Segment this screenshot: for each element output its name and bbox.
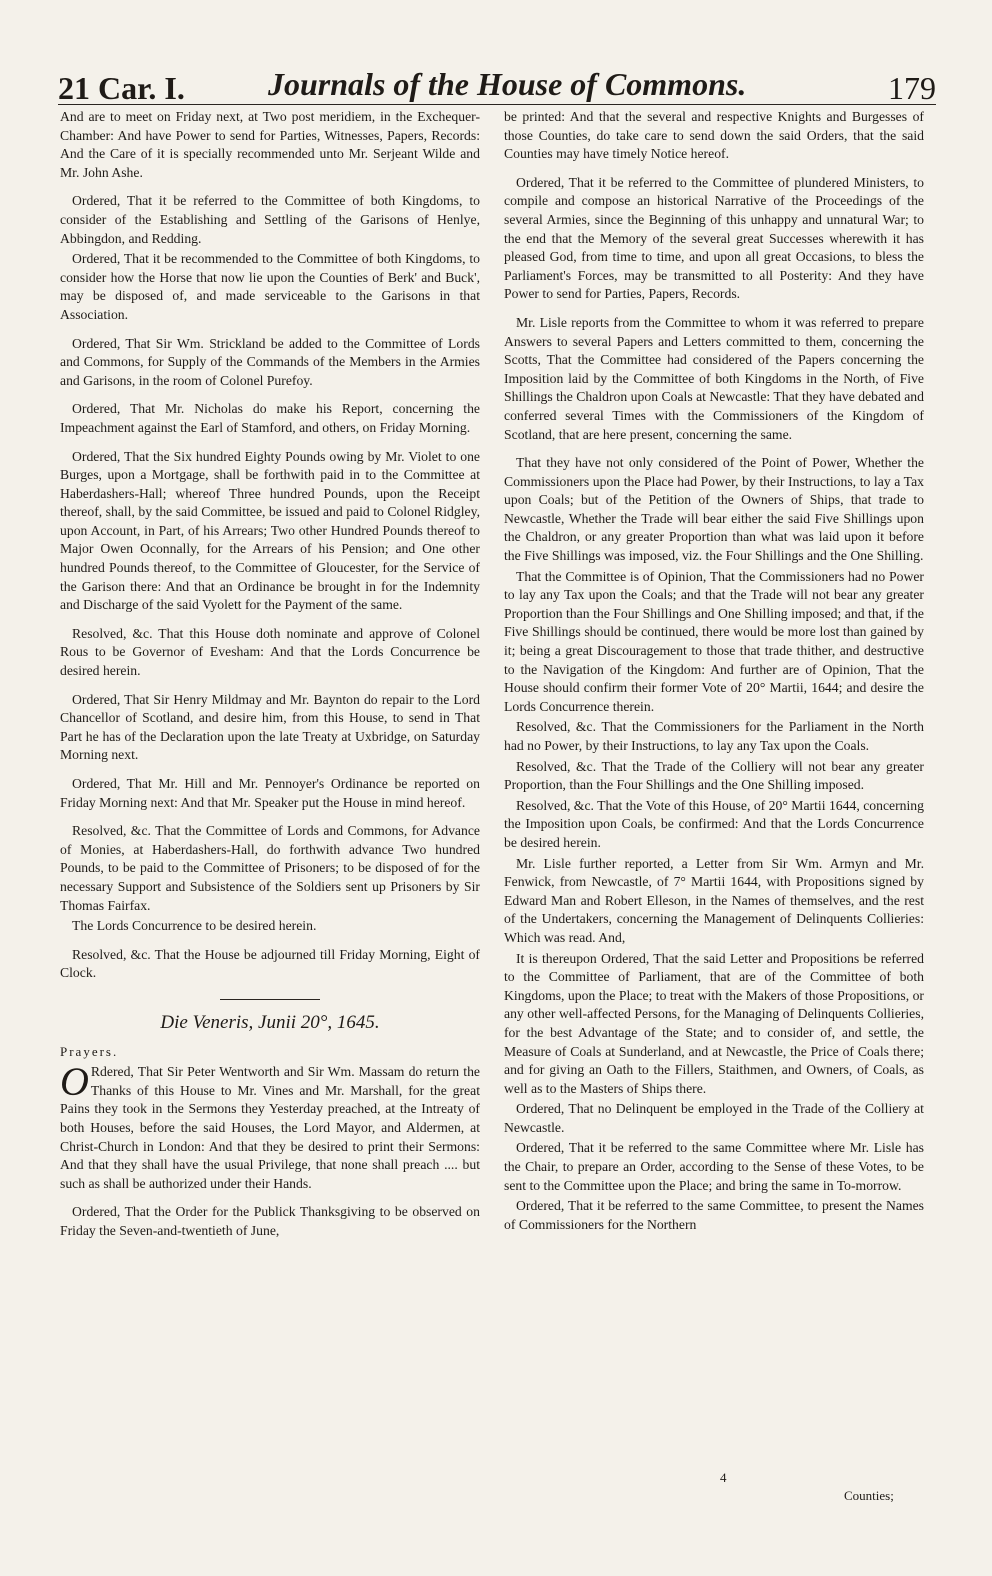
catchword: Counties; <box>844 1488 894 1503</box>
paragraph: Ordered, That it be referred to the Committee of plundered Ministers, to compile and compose an historical Narrative of the Proceedings of the several Armies, since the Beginning of this unhappy and unnatural War; to the end that the Memory of the several great Successes wherewith it has pleased God, from time to time, and upon all great Occasions, to bless the Parliament's Forces, may be transmitted to all Posterity: And they have Power to send for Parties, Papers, Records. <box>504 174 924 302</box>
paragraph: Resolved, &c. That the Commissioners for the Parliament in the North had no Power, by their Instructions, to lay any Tax upon the Coals. <box>504 719 924 753</box>
paragraph: Resolved, &c. That the House be adjourned till Friday Morning, Eight of Clock. <box>60 946 480 981</box>
regnal-year: 21 Car. I. <box>58 70 185 106</box>
paragraph: Resolved, &c. That this House doth nominate and approve of Colonel Rous to be Governor of Evesham: And that the Lords Concurrence be desired herein. <box>60 625 480 679</box>
paragraph: Ordered, That Sir Henry Mildmay and Mr. Baynton do repair to the Lord Chancellor of Scotland, and desire him, from this House, to send in That Part he has of the Declaration upon the late Treaty at Uxbridge, on Saturday Morning next. <box>60 691 480 763</box>
paragraph: Ordered, That it be recommended to the Committee of both Kingdoms, to consider how the Horse that now lie upon the Counties of Berk' and Buck', may be disposed of, and made serviceable to the Garisons in that Association. <box>60 251 480 322</box>
page-number: 179 <box>888 70 936 106</box>
paragraph: Ordered, That Mr. Hill and Mr. Pennoyer's Ordinance be reported on Friday Morning next: And that Mr. Speaker put the House in mind hereof. <box>60 776 480 810</box>
paragraph: That they have not only considered of the Point of Power, Whether the Commissioners upon the Place had Power, by their Instructions, to lay a Tax upon Coals; but of the Petition of the Owners of Ships, that trade to Newcastle, Whether the Trade will bear either the said Five Shillings upon the Chaldron, or any greater Proportion than what was laid upon it before the Five Shillings was imposed, viz. the Four Shillings and the One Shilling. <box>504 455 924 564</box>
paragraph: Resolved, &c. That the Committee of Lords and Commons, for Advance of Monies, at Haberdashers-Hall, do forthwith advance Two hundred Pounds, to be paid to the Committee of Prisoners; to be disposed of for the necessary Support and Subsistence of the Soldiers sent up Prisoners by Sir Thomas Fairfax. <box>60 823 480 913</box>
paragraph: It is thereupon Ordered, That the said Letter and Propositions be referred to the Committee of Parliament, that are of the Committee of both Kingdoms, upon the Place; to treat with the Makers of those Propositions, or any other well-affected Persons, for the Managing of Delinquents Collieries, for the best Advantage of the State; and to consider of, and settle, the Measure of Coals at Sunderland, and at Newcastle, the Price of Coals there; and for giving an Oath to the Fillers, Staithmen, and Owners, of Coals, as well as to the Masters of Ships there. <box>504 950 924 1096</box>
first-paragraph <box>60 1059 480 1193</box>
paragraph: be printed: And that the several and respective Knights and Burgesses of those Counties, do take care to send down the said Orders, that the said Counties may have timely Notice hereof. <box>504 109 924 162</box>
right-column <box>504 108 924 1236</box>
paragraph: That the Committee is of Opinion, That the Commissioners had no Power to lay any Tax upon the Coals; and that the Trade will not bear any greater Proportion than the Four Shillings and One Shilling imposed; and that, if the Five Shillings should be continued, there would be more lost than gained by it; being a great Discouragement to those that trade thither, and destructive to the Navigation of the Kingdom: And further are of Opinion, That the House should confirm their former Vote of 20° Martii, 1644; and desire the Lords Concurrence therein. <box>504 568 924 714</box>
paragraph: The Lords Concurrence to be desired herein. <box>72 918 317 934</box>
section-divider <box>220 999 320 1000</box>
paragraph: And are to meet on Friday next, at Two post meridiem, in the Exchequer-Chamber: And have Power to send for Parties, Witnesses, Papers, Records: And the Care of it is specially recommended unto Mr. Serjeant Wilde and Mr. John Ashe. <box>60 109 480 180</box>
drop-cap: O <box>60 1059 89 1105</box>
page-header <box>58 64 936 104</box>
paragraph: Ordered, That it be referred to the Committee of both Kingdoms, to consider of the Establishing and Settling of the Garisons of Henlye, Abbingdon, and Redding. <box>60 193 480 246</box>
paragraph: Ordered, That it be referred to the same Committee where Mr. Lisle has the Chair, to prepare an Order, according to the Sense of these Votes, to be sent to the Committee upon the Place; and bring the same in To-morrow. <box>504 1140 924 1193</box>
first-paragraph-text: Rdered, That Sir Peter Wentworth and Sir Wm. Massam do return the Thanks of this House to Mr. Vines and Mr. Marshall, for the great Pains they took in the Sermons they Yesterday preached, at the Intreaty of both Houses, before the said Houses, the Lord Mayor, and Aldermen, at Christ-Church in London: And that they be desired to print their Sermons: And that they shall have the usual Privilege, that none shall preach .... but such as shall be authorized under their Hands. <box>60 1064 480 1191</box>
paragraph: Resolved, &c. That the Vote of this House, of 20° Martii 1644, concerning the Imposition upon Coals, be confirmed: And that the Lords Concurrence be desired herein. <box>504 797 924 850</box>
paragraph: Resolved, &c. That the Trade of the Colliery will not bear any greater Proportion, than the Four Shillings and the One Shilling imposed. <box>504 758 924 793</box>
running-title: Journals of the House of Commons. <box>268 66 747 102</box>
paragraph: Ordered, That the Six hundred Eighty Pounds owing by Mr. Violet to one Burges, upon a Mortgage, shall be forthwith paid in to the Committee at Haberdashers-Hall; whereof Three hundred Pounds, upon the Receipt thereof, shall, by the said Committee, be issued and paid to Colonel Ridgley, upon Account, in Part, of his Arrears; Two other Hundred Pounds thereof to Major Owen Oconnally, for the Arrears of his Pension; and One other hundred Pounds thereof, to the Committee of Gloucester, for the Service of the Garison there: And that an Ordinance be brought in for the Indemnity and Discharge of the said Vyolett for the Payment of the same. <box>60 448 480 613</box>
paragraph: Mr. Lisle reports from the Committee to whom it was referred to prepare Answers to several Papers and Letters committed to them, concerning the Scotts, That the Committee had considered of the Papers concerning the Imposition laid by the Committee of both Kingdoms in the North, of Five Shillings the Chaldron upon Coals at Newcastle: That they have debated and conferred several Times with the Commissioners of the Kingdom of Scotland, that are here present, concerning the same. <box>504 314 924 442</box>
paragraph: Mr. Lisle further reported, a Letter from Sir Wm. Armyn and Mr. Fenwick, from Newcastle, of 7° Martii 1644, with Propositions signed by Edward Man and Robert Elleson, in the Names of themselves, and the rest of the Undertakers, concerning the Management of Delinquents Collieries: Which was read. And, <box>504 855 924 945</box>
header-rule <box>58 104 936 105</box>
prayers-label: Prayers. <box>60 1043 119 1059</box>
signature-mark: 4 <box>720 1470 727 1485</box>
paragraph: Ordered, That Sir Wm. Strickland be added to the Committee of Lords and Commons, for Supply of the Commands of the Members in the Armies and Garisons, in the room of Colonel Purefoy. <box>60 335 480 388</box>
paragraph: Ordered, That Mr. Nicholas do make his Report, concerning the Impeachment against the Earl of Stamford, and others, on Friday Morning. <box>60 401 480 435</box>
paragraph: Ordered, That the Order for the Publick Thanksgiving to be observed on Friday the Seven-and-twentieth of June, <box>60 1204 480 1238</box>
paragraph: Ordered, That it be referred to the same Committee, to present the Names of Commissioners for the Northern <box>504 1198 924 1232</box>
left-column <box>60 108 480 1250</box>
section-date-heading: Die Veneris, Junii 20°, 1645. <box>160 1011 380 1033</box>
paragraph: Ordered, That no Delinquent be employed in the Trade of the Colliery at Newcastle. <box>504 1101 924 1135</box>
